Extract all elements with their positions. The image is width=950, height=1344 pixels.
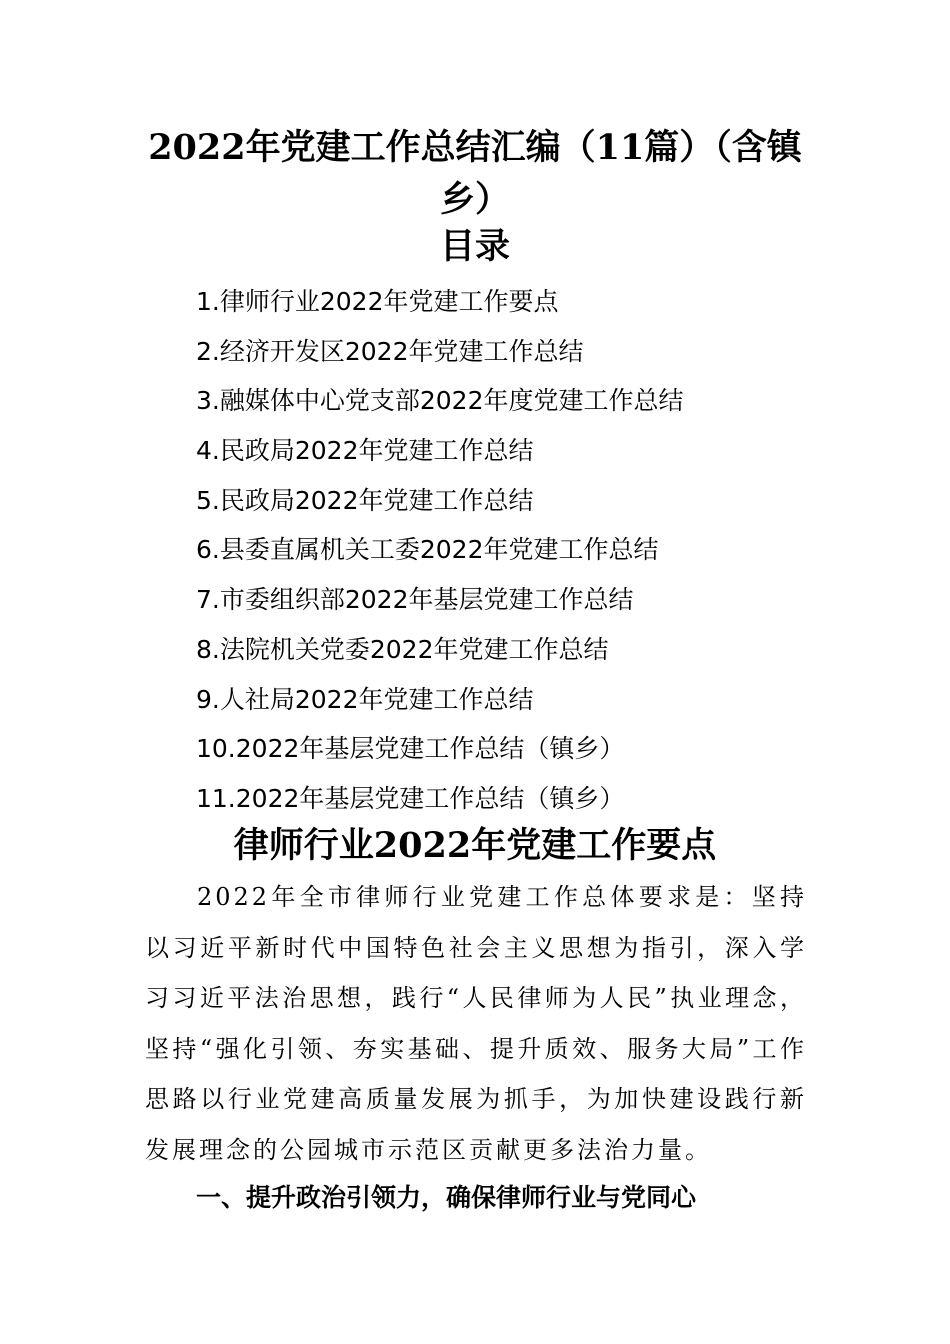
toc-item-4[interactable]: 4.民政局2022年党建工作总结 <box>196 436 534 466</box>
toc-item-10[interactable]: 10.2022年基层党建工作总结（镇乡） <box>196 734 625 764</box>
toc-item-7[interactable]: 7.市委组织部2022年基层党建工作总结 <box>196 585 634 615</box>
table-of-contents <box>196 277 816 824</box>
toc-item-6[interactable]: 6.县委直属机关工委2022年党建工作总结 <box>196 535 659 565</box>
toc-item-3[interactable]: 3.融媒体中心党支部2022年度党建工作总结 <box>196 386 684 416</box>
toc-item-9[interactable]: 9.人社局2022年党建工作总结 <box>196 684 534 714</box>
toc-item-5[interactable]: 5.民政局2022年党建工作总结 <box>196 485 534 515</box>
toc-item-2[interactable]: 2.经济开发区2022年党建工作总结 <box>196 336 584 366</box>
document-title: 2022年党建工作总结汇编（11篇）（含镇乡） <box>148 127 802 220</box>
section-subheading: 一、提升政治引领力，确保律师行业与党同心 <box>196 1183 697 1212</box>
toc-item-11[interactable]: 11.2022年基层党建工作总结（镇乡） <box>196 783 625 813</box>
toc-item-1[interactable]: 1.律师行业2022年党建工作要点 <box>196 287 559 316</box>
section-title: 律师行业2022年党建工作要点 <box>233 825 717 866</box>
toc-heading: 目录 <box>439 226 510 267</box>
body-paragraph: 2022年全市律师行业党建工作总体要求是：坚持以习近平新时代中国特色社会主义思想为指引，深入学习习近平法治思想，践行“人民律师为人民”执业理念，坚持“强化引领、夯实基础、提升质效、服务大局”工作思路以行业党建高质量发展为抓手，为加快建设践行新发展理念的公园城市示范区贡献更多法治力量。 <box>145 883 807 1164</box>
toc-item-8[interactable]: 8.法院机关党委2022年党建工作总结 <box>196 634 609 664</box>
